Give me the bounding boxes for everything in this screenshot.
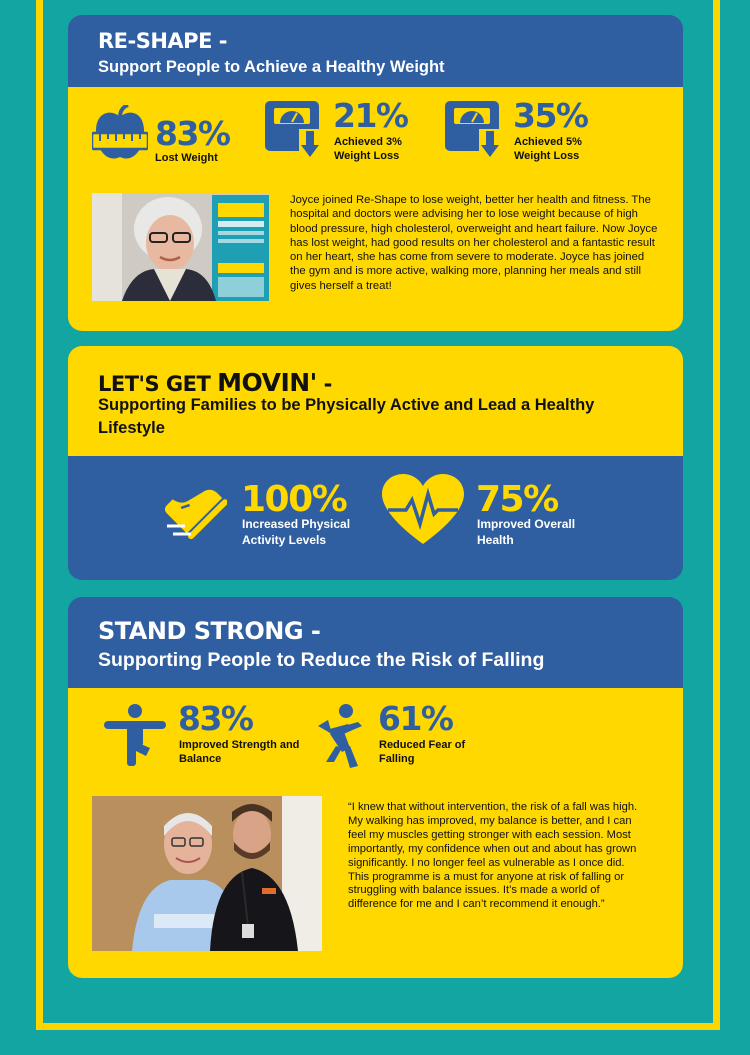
movin-title-prefix: LET'S GET [98, 372, 218, 396]
reshape-stat-lost-weight [92, 105, 242, 165]
reshape-stat-1-value: 83% [155, 114, 230, 153]
strong-stat-1-label: Improved Strength and Balance [179, 739, 300, 765]
joyce-story-text: Joyce joined Re-Shape to lose weight, better her health and fitness. The hospital and doctors were advising her to lose weight because of high blood pressure, high cholesterol, overweight and heart failure. Now Joyce has lost weight, had good results on her cholesterol and a fantastic result on her heart, she has come from severe to moderate. Joyce has joined the gym and is more active, walking more, planning her meals and still gives herself a treat! [290, 194, 658, 292]
reshape-stat-3-label: Achieved 5% Weight Loss [514, 136, 582, 162]
reshape-title: RE-SHAPE - [98, 29, 227, 53]
strong-stat-2-label: Reduced Fear of Falling [379, 739, 466, 765]
movin-card [68, 346, 683, 580]
heartbeat-icon [380, 474, 466, 546]
movin-title-suffix: - [316, 372, 332, 396]
strong-body [68, 688, 683, 978]
movin-title-emph: MOVIN' [217, 368, 317, 397]
movin-header [68, 346, 683, 456]
movin-title [98, 368, 332, 397]
frame-right-line [713, 0, 720, 1030]
person-falling-icon [306, 704, 370, 768]
reshape-stat-2-label: Achieved 3% Weight Loss [334, 136, 402, 162]
reshape-subtitle: Support People to Achieve a Healthy Weight [98, 58, 445, 76]
movin-body [68, 456, 683, 580]
strong-stat-1-value: 83% [178, 699, 253, 738]
participant-photo [92, 796, 322, 951]
movin-stat-1-label: Increased Physical Activity Levels [242, 517, 351, 547]
strong-stat-balance [104, 699, 304, 768]
reshape-stat-3-value: 35% [513, 96, 588, 135]
frame-bottom-line [36, 1023, 720, 1030]
movin-stat-2-value: 75% [476, 479, 558, 520]
movin-stat-activity [165, 478, 385, 548]
weighing-scale-down-icon [443, 99, 503, 163]
reshape-stat-2-value: 21% [333, 96, 408, 135]
strong-stat-2-value: 61% [378, 699, 453, 738]
strong-subtitle: Supporting People to Reduce the Risk of Falling [98, 649, 545, 671]
reshape-stat-3-percent [263, 97, 423, 163]
apple-tape-measure-icon [92, 105, 148, 165]
joyce-photo [92, 193, 269, 301]
participant-quote: “I knew that without intervention, the risk of a fall was high. My walking has improved, my balance is better, and I can feel my muscles getting stronger with each session. Most importantly, my confidence when out and about has grown significantly. I no longer feel as vulnerable as I once did. This programme is a must for anyone at risk of falling or struggling with balance issues. It’s made a world of difference for me and I can’t recommend it enough.” [348, 801, 638, 911]
strong-title: STAND STRONG - [98, 617, 321, 645]
strong-header [68, 597, 683, 688]
reshape-header [68, 15, 683, 87]
reshape-stat-5-percent [443, 97, 603, 163]
movin-stat-2-label: Improved Overall Health [477, 517, 576, 547]
strong-stat-falling [306, 699, 506, 768]
movin-stat-1-value: 100% [241, 479, 347, 520]
reshape-card [68, 15, 683, 331]
movin-stat-health [380, 478, 600, 548]
running-shoe-icon [165, 478, 227, 542]
frame-left-line [36, 0, 43, 1030]
reshape-body [68, 87, 683, 331]
movin-subtitle: Supporting Families to be Physically Active and Lead a Healthy Lifestyle [98, 396, 595, 437]
reshape-stat-1-label: Lost Weight [155, 152, 218, 164]
weighing-scale-down-icon [263, 99, 323, 163]
balance-pose-icon [104, 704, 166, 766]
strong-card [68, 597, 683, 978]
